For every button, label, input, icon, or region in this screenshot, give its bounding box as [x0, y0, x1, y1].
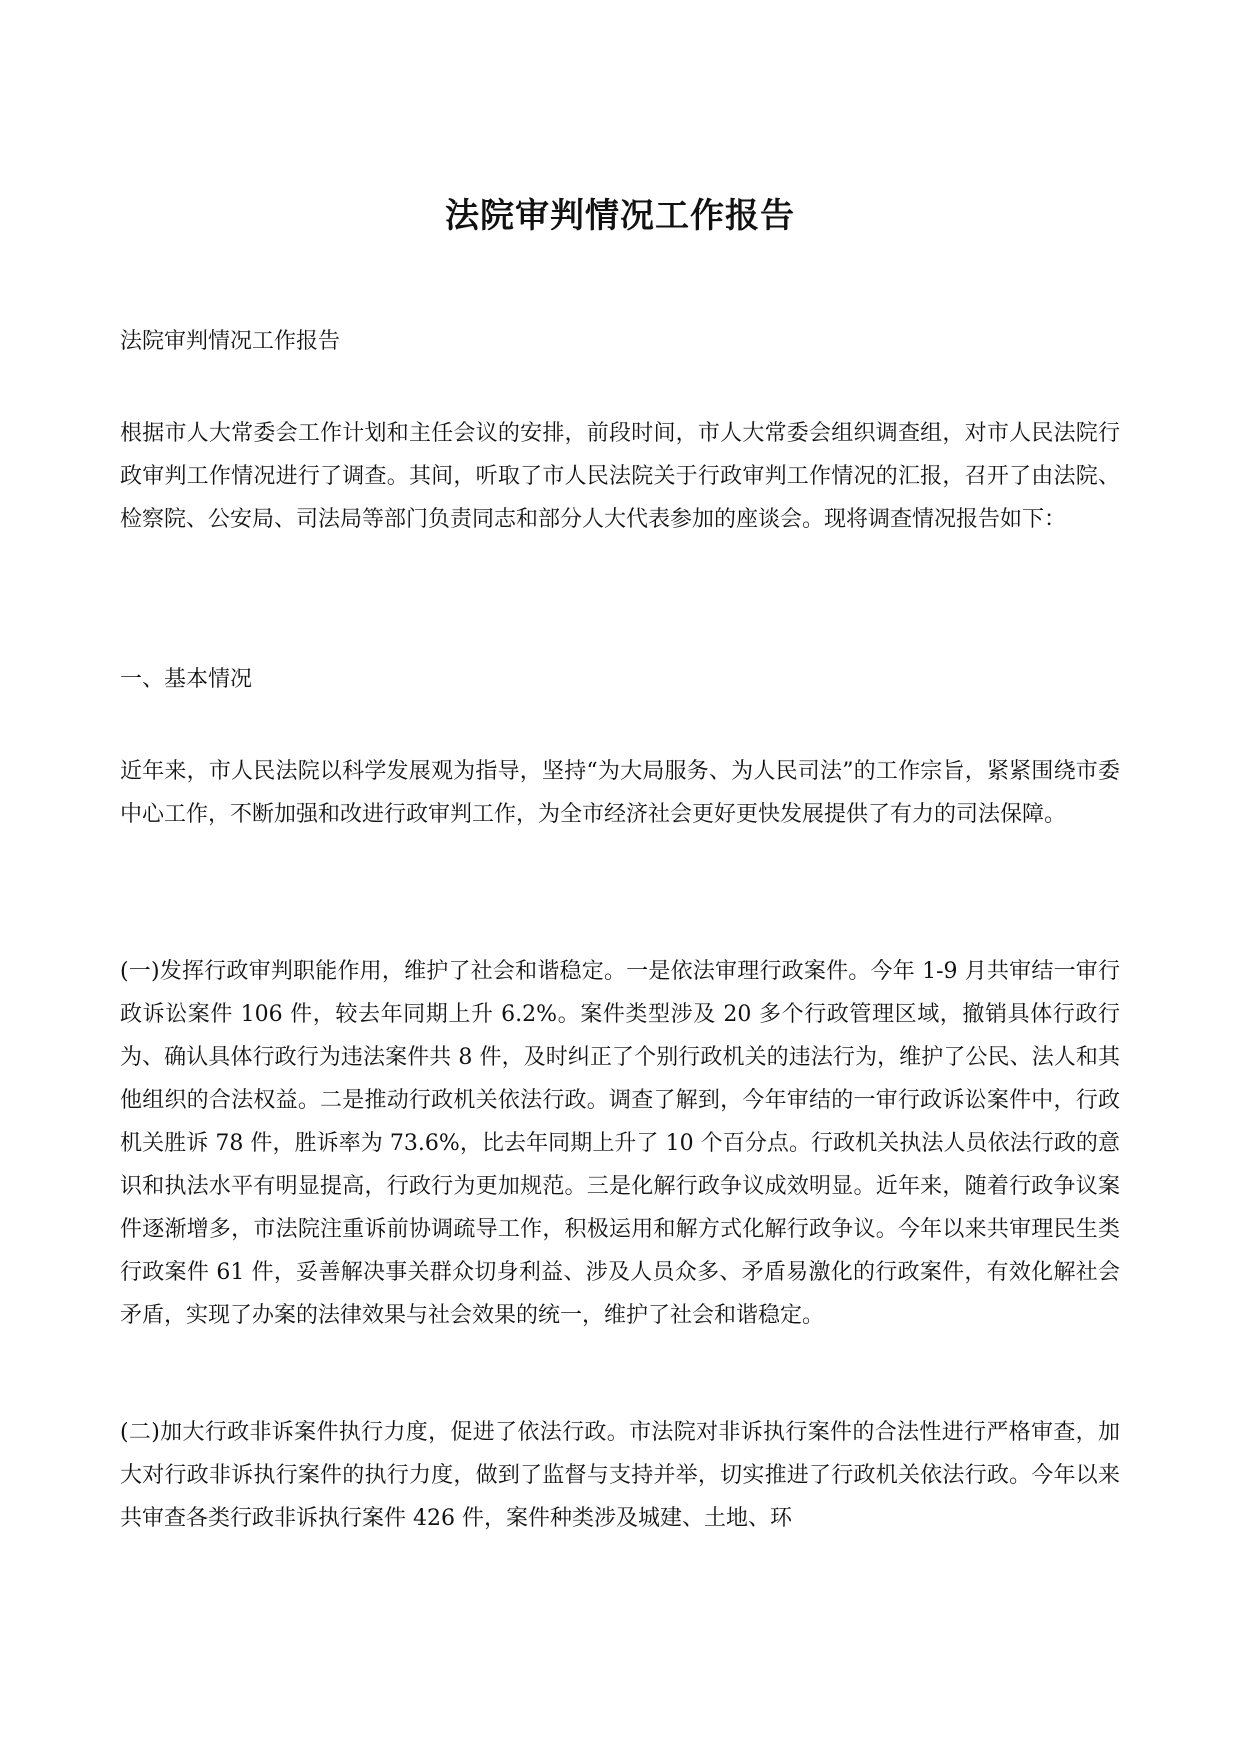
intro-paragraph: 根据市人大常委会工作计划和主任会议的安排，前段时间，市人大常委会组织调查组，对市人民法院行政审判工作情况进行了调查。其间，听取了市人民法院关于行政审判工作情况的汇报，召开了由法院、检察院、公安局、司法局等部门负责同志和部分人大代表参加的座谈会。现将调查情况报告如下：	[120, 421, 1120, 532]
section-heading-basic: 一、基本情况	[120, 667, 253, 692]
document-title: 法院审判情况工作报告	[445, 196, 795, 236]
overview-paragraph: 近年来，市人民法院以科学发展观为指导，坚持“为大局服务、为人民司法”的工作宗旨，紧紧围绕市委中心工作，不断加强和改进行政审判工作，为全市经济社会更好更快发展提供了有力的司法保障。	[120, 759, 1120, 827]
document-subtitle: 法院审判情况工作报告	[120, 329, 341, 354]
section-two-paragraph: (二)加大行政非诉案件执行力度，促进了依法行政。市法院对非诉执行案件的合法性进行严格审查，加大对行政非诉执行案件的执行力度，做到了监督与支持并举，切实推进了行政机关依法行政。今年以来共审查各类行政非诉执行案件 426 件，案件种类涉及城建、土地、环	[120, 1420, 1120, 1531]
section-one-paragraph: (一)发挥行政审判职能作用，维护了社会和谐稳定。一是依法审理行政案件。今年 1-9 月共审结一审行政诉讼案件 106 件，较去年同期上升 6.2%。案件类型涉及 20 多个行政管理区域，撤销具体行政行为、确认具体行政行为违法案件共 8 件，及时纠正了个别行政机关的违法行为，维护了公民、法人和其他组织的合法权益。二是推动行政机关依法行政。调查了解到，今年审结的一审行政诉讼案件中，行政机关胜诉 78 件，胜诉率为 73.6%，比去年同期上升了 10 个百分点。行政机关执法人员依法行政的意识和执法水平有明显提高，行政行为更加规范。三是化解行政争议成效明显。近年来，随着行政争议案件逐渐增多，市法院注重诉前协调疏导工作，积极运用和解方式化解行政争议。今年以来共审理民生类行政案件 61 件，妥善解决事关群众切身利益、涉及人员众多、矛盾易激化的行政案件，有效化解社会矛盾，实现了办案的法律效果与社会效果的统一，维护了社会和谐稳定。	[120, 959, 1120, 1328]
